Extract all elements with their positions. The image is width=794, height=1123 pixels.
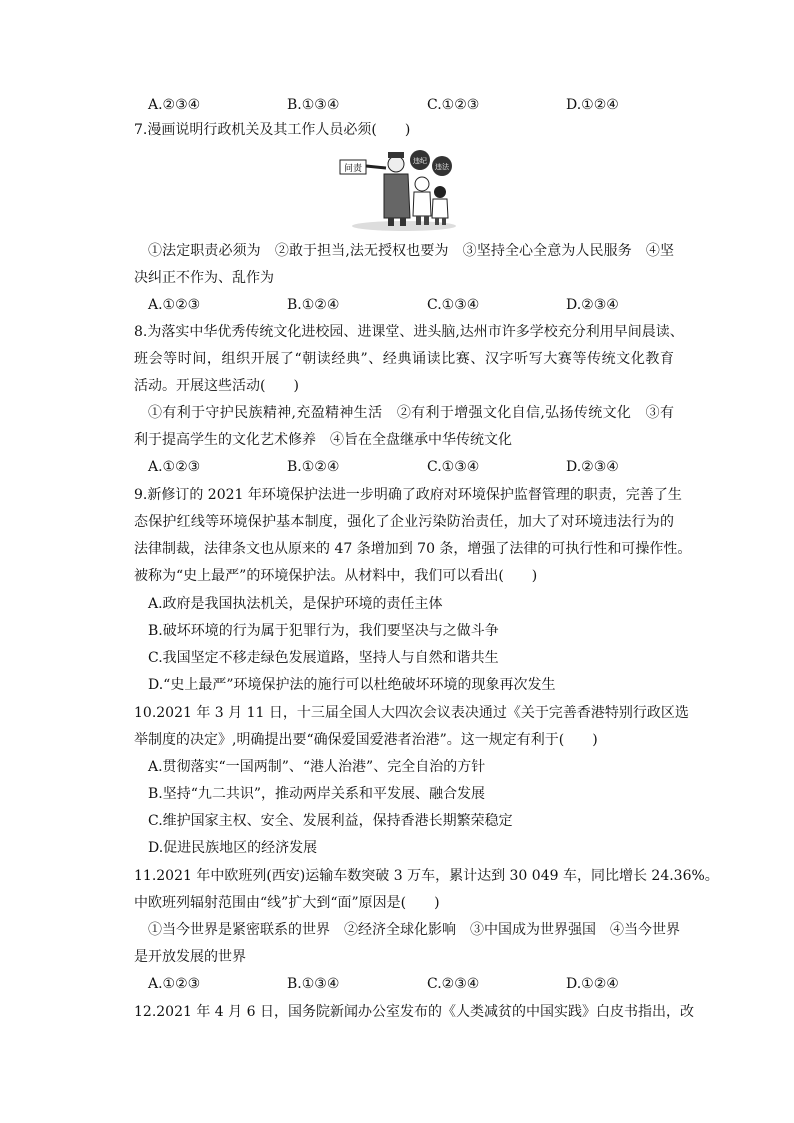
q10-stem-line1: 10.2021 年 3 月 11 日，十三届全国人大四次会议表决通过《关于完善香港特别行政区选	[134, 705, 689, 721]
q6-option-c: C.①②③	[427, 97, 480, 113]
q7-statements-line2: 决纠正不作为、乱作为	[134, 270, 274, 286]
q7-stem: 7.漫画说明行政机关及其工作人员必须( )	[134, 122, 411, 138]
q6-options	[0, 95, 794, 115]
q11-option-b: B.①③④	[287, 976, 340, 992]
q7-option-c: C.①③④	[427, 297, 480, 313]
q7-option-b: B.①②④	[287, 297, 340, 313]
q8-stem-line3: 活动。开展这些活动( )	[134, 378, 299, 394]
q6-option-a: A.②③④	[148, 97, 201, 113]
q9-stem-line2: 态保护红线等环境保护基本制度，强化了企业污染防治责任，加大了对环境违法行为的	[134, 514, 674, 530]
q6-option-b: B.①③④	[287, 97, 340, 113]
q9-stem-line3: 法律制裁，法律条文也从原来的 47 条增加到 70 条，增强了法律的可执行性和可操作性。	[134, 541, 692, 557]
q11-stem-line1: 11.2021 年中欧班列(西安)运输车数突破 3 万车，累计达到 30 049 车，同比增长 24.36%。	[134, 868, 719, 884]
q7-option-d: D.②③④	[566, 297, 619, 313]
q8-statements-line1: ①有利于守护民族精神,充盈精神生活 ②有利于增强文化自信,弘扬传统文化 ③有	[148, 405, 674, 421]
q7-options	[0, 295, 794, 315]
cartoon-bubble-2: 违法	[435, 163, 449, 171]
q8-option-b: B.①②④	[287, 459, 340, 475]
q11-option-a: A.①②③	[148, 976, 201, 992]
q11-stem-line2: 中欧班列辐射范围由“线”扩大到“面”原因是( )	[134, 895, 440, 911]
q8-stem-line1: 8.为落实中华优秀传统文化进校园、进课堂、进头脑,达州市许多学校充分利用早间晨读、	[134, 324, 684, 340]
cartoon-bubble-1: 违纪	[413, 157, 427, 165]
q12-stem-line1: 12.2021 年 4 月 6 日，国务院新闻办公室发布的《人类减贫的中国实践》白皮书指出，改	[134, 1004, 694, 1020]
q9-option-a: A.政府是我国执法机关，是保护环境的责任主体	[148, 596, 443, 612]
q8-options	[0, 457, 794, 477]
cartoon-sign-text: 问责	[343, 164, 363, 174]
q7-statements-line1: ①法定职责必须为 ②敢于担当,法无授权也要为 ③坚持全心全意为人民服务 ④坚	[148, 243, 674, 259]
q10-option-c: C.维护国家主权、安全、发展利益，保持香港长期繁荣稳定	[148, 813, 513, 829]
q10-option-b: B.坚持“九二共识”，推动两岸关系和平发展、融合发展	[148, 786, 486, 802]
q7-cartoon-image	[334, 146, 458, 232]
q10-option-a: A.贯彻落实“一国两制”、“港人治港”、完全自治的方针	[148, 759, 486, 775]
q8-option-c: C.①③④	[427, 459, 480, 475]
q11-statements-line2: 是开放发展的世界	[134, 949, 246, 965]
q7-option-a: A.①②③	[148, 297, 201, 313]
q11-option-d: D.①②④	[566, 976, 619, 992]
q8-statements-line2: 利于提高学生的文化艺术修养 ④旨在全盘继承中华传统文化	[134, 432, 512, 448]
q8-stem-line2: 班会等时间，组织开展了“朝读经典”、经典诵读比赛、汉字听写大赛等传统文化教育	[134, 351, 674, 367]
q9-stem-line1: 9.新修订的 2021 年环境保护法进一步明确了政府对环境保护监督管理的职责，完善了生	[134, 487, 682, 503]
q10-stem-line2: 举制度的决定》,明确提出要“确保爱国爱港者治港”。这一规定有利于( )	[134, 732, 598, 748]
q9-option-c: C.我国坚定不移走绿色发展道路，坚持人与自然和谐共生	[148, 650, 499, 666]
q11-statements-line1: ①当今世界是紧密联系的世界 ②经济全球化影响 ③中国成为世界强国 ④当今世界	[148, 922, 680, 938]
q10-option-d: D.促进民族地区的经济发展	[148, 840, 318, 856]
q11-options	[0, 974, 794, 994]
q9-option-d: D.“史上最严”环境保护法的施行可以杜绝破坏环境的现象再次发生	[148, 677, 556, 693]
q6-option-d: D.①②④	[566, 97, 619, 113]
q8-option-a: A.①②③	[148, 459, 201, 475]
q8-option-d: D.②③④	[566, 459, 619, 475]
q9-stem-line4: 被称为“史上最严”的环境保护法。从材料中，我们可以看出( )	[134, 568, 538, 584]
q11-option-c: C.②③④	[427, 976, 480, 992]
q9-option-b: B.破坏环境的行为属于犯罪行为，我们要坚决与之做斗争	[148, 623, 499, 639]
